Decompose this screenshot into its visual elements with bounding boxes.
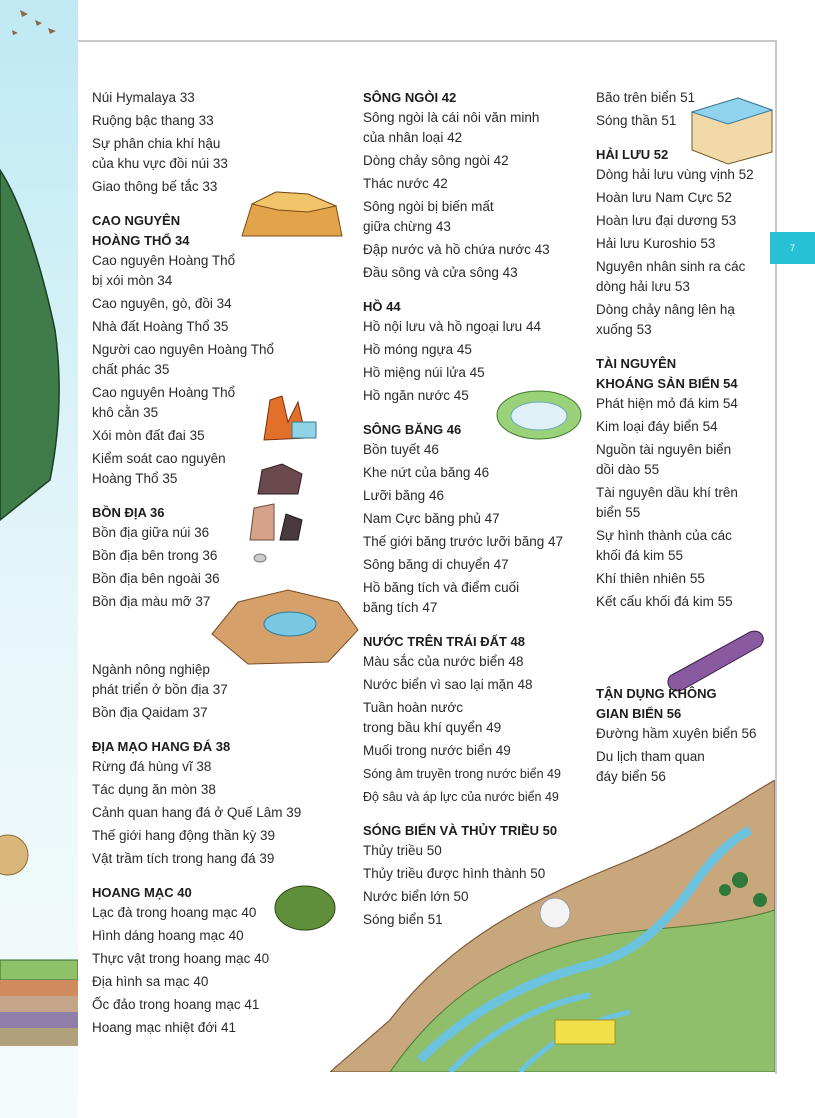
mountain-slope-illustration (0, 0, 78, 1118)
toc-entry[interactable]: Bồn địa bên trong 36 (92, 548, 218, 563)
toc-entry[interactable]: Hoang mạc nhiệt đới 41 (92, 1020, 236, 1035)
toc-entry[interactable]: Giao thông bế tắc 33 (92, 179, 218, 194)
toc-section-glaciers (363, 420, 588, 618)
toc-entry[interactable]: Vật trầm tích trong hang đá 39 (92, 851, 275, 866)
toc-entry[interactable]: Kiểm soát cao nguyên Hoàng Thổ 35 (92, 451, 226, 486)
toc-entry[interactable]: Cao nguyên Hoàng Thổ bị xói mòn 34 (92, 253, 236, 288)
toc-entry[interactable]: Sự phân chia khí hậu của khu vực đồi núi 33 (92, 136, 228, 171)
toc-section-sea-space (596, 684, 771, 787)
toc-section-waves-tides (363, 821, 588, 930)
toc-entry[interactable]: Sóng âm truyền trong nước biển 49 (363, 767, 561, 781)
toc-entry[interactable]: Hồ ngăn nước 45 (363, 388, 469, 403)
toc-entry[interactable]: Hồ băng tích và điểm cuối băng tích 47 (363, 580, 520, 615)
toc-entry[interactable]: Hình dáng hoang mạc 40 (92, 928, 244, 943)
toc-entry[interactable]: Thế giới băng trước lưỡi băng 47 (363, 534, 564, 549)
toc-section-basin (92, 503, 342, 723)
toc-entry[interactable]: Kim loại đáy biển 54 (596, 419, 718, 434)
toc-entry[interactable]: Khí thiên nhiên 55 (596, 571, 705, 586)
toc-entry[interactable]: Bồn địa bên ngoài 36 (92, 571, 220, 586)
toc-section-karst (92, 737, 342, 869)
toc-column-3 (596, 88, 771, 790)
toc-entry[interactable]: Nam Cực băng phủ 47 (363, 511, 500, 526)
toc-entry[interactable]: Cảnh quan hang đá ở Quế Lâm 39 (92, 805, 302, 820)
toc-entry[interactable]: Phát hiện mỏ đá kim 54 (596, 396, 738, 411)
section-heading[interactable]: HOANG MẠC 40 (92, 885, 192, 900)
toc-entry[interactable]: Rừng đá hùng vĩ 38 (92, 759, 212, 774)
toc-entry[interactable]: Sông ngòi bị biến mất giữa chừng 43 (363, 199, 494, 234)
section-heading[interactable]: SÔNG NGÒI 42 (363, 90, 457, 105)
toc-section-sea-storms (596, 88, 771, 131)
toc-entry[interactable]: Hồ miệng núi lửa 45 (363, 365, 485, 380)
toc-entry[interactable]: Hồ nội lưu và hồ ngoại lưu 44 (363, 319, 541, 334)
toc-section-loess-plateau (92, 211, 342, 489)
toc-entry[interactable]: Kết cấu khối đá kim 55 (596, 594, 733, 609)
toc-entry[interactable]: Sóng biển 51 (363, 912, 443, 927)
toc-entry[interactable]: Ruộng bậc thang 33 (92, 113, 214, 128)
section-heading[interactable]: CAO NGUYÊN HOÀNG THỔ 34 (92, 213, 190, 248)
section-heading[interactable]: ĐỊA MẠO HANG ĐÁ 38 (92, 739, 231, 754)
toc-entry[interactable]: Lưỡi băng 46 (363, 488, 444, 503)
section-heading[interactable]: SÔNG BĂNG 46 (363, 422, 462, 437)
toc-entry[interactable]: Thác nước 42 (363, 176, 448, 191)
toc-entry[interactable]: Nhà đất Hoàng Thổ 35 (92, 319, 229, 334)
section-heading[interactable]: HỒ 44 (363, 299, 401, 314)
toc-entry[interactable]: Bão trên biển 51 (596, 90, 696, 105)
toc-entry[interactable]: Cao nguyên Hoàng Thổ khô cằn 35 (92, 385, 236, 420)
toc-entry[interactable]: Muối trong nước biển 49 (363, 743, 511, 758)
toc-entry[interactable]: Đường hầm xuyên biển 56 (596, 726, 757, 741)
toc-section-desert (92, 883, 342, 1038)
toc-entry[interactable]: Sông băng di chuyển 47 (363, 557, 509, 572)
toc-entry[interactable]: Nước biển lớn 50 (363, 889, 469, 904)
toc-entry[interactable]: Núi Hymalaya 33 (92, 90, 195, 105)
toc-section-lakes (363, 297, 588, 406)
left-illustration-strip (0, 0, 78, 1118)
toc-entry[interactable]: Tuần hoàn nước trong bầu khí quyển 49 (363, 700, 502, 735)
toc-entry[interactable]: Hoàn lưu Nam Cực 52 (596, 190, 732, 205)
toc-entry[interactable]: Lạc đà trong hoang mạc 40 (92, 905, 257, 920)
toc-section-marine-minerals (596, 354, 771, 612)
toc-entry[interactable]: Tài nguyên dầu khí trên biển 55 (596, 485, 738, 520)
section-heading[interactable]: HẢI LƯU 52 (596, 147, 669, 162)
toc-entry[interactable]: Nguyên nhân sinh ra các dòng hải lưu 53 (596, 259, 746, 294)
toc-section-water (363, 632, 588, 807)
toc-entry[interactable]: Dòng hải lưu vùng vịnh 52 (596, 167, 754, 182)
page-number-tab: 7 (770, 232, 815, 264)
toc-column-1 (92, 88, 342, 1041)
toc-entry[interactable]: Dòng chảy sông ngòi 42 (363, 153, 509, 168)
toc-entry[interactable]: Màu sắc của nước biển 48 (363, 654, 524, 669)
toc-entry[interactable]: Tác dụng ăn mòn 38 (92, 782, 216, 797)
section-heading[interactable]: BỒN ĐỊA 36 (92, 505, 165, 520)
toc-entry[interactable]: Sóng thần 51 (596, 113, 677, 128)
toc-entry[interactable]: Đập nước và hồ chứa nước 43 (363, 242, 550, 257)
toc-entry[interactable]: Nguồn tài nguyên biển dồi dào 55 (596, 442, 732, 477)
toc-entry[interactable]: Thế giới hang động thần kỳ 39 (92, 828, 276, 843)
toc-section-ocean-currents (596, 145, 771, 340)
toc-entry[interactable]: Bồn tuyết 46 (363, 442, 439, 457)
toc-entry[interactable]: Sự hình thành của các khối đá kim 55 (596, 528, 732, 563)
toc-entry[interactable]: Dòng chảy nâng lên hạ xuống 53 (596, 302, 735, 337)
toc-entry[interactable]: Nước biển vì sao lại mặn 48 (363, 677, 533, 692)
toc-entry[interactable]: Thủy triều được hình thành 50 (363, 866, 546, 881)
toc-entry[interactable]: Người cao nguyên Hoàng Thổ chất phác 35 (92, 342, 275, 377)
toc-entry[interactable]: Địa hình sa mạc 40 (92, 974, 209, 989)
section-heading[interactable]: SÓNG BIỂN VÀ THỦY TRIỀU 50 (363, 823, 558, 838)
toc-entry[interactable]: Ốc đảo trong hoang mạc 41 (92, 997, 260, 1012)
section-heading[interactable]: NƯỚC TRÊN TRÁI ĐẤT 48 (363, 634, 525, 649)
toc-entry[interactable]: Bồn địa giữa núi 36 (92, 525, 210, 540)
toc-entry[interactable]: Hoàn lưu đại dương 53 (596, 213, 737, 228)
section-heading[interactable]: TÀI NGUYÊN KHOÁNG SẢN BIỂN 54 (596, 356, 738, 391)
toc-entry[interactable]: Cao nguyên, gò, đồi 34 (92, 296, 232, 311)
section-heading[interactable]: TẬN DỤNG KHÔNG GIAN BIỂN 56 (596, 686, 717, 721)
toc-entry[interactable]: Bồn địa Qaidam 37 (92, 705, 208, 720)
toc-entry[interactable]: Thực vật trong hoang mạc 40 (92, 951, 270, 966)
toc-entry[interactable]: Sông ngòi là cái nôi văn minh của nhân loại 42 (363, 110, 540, 145)
toc-entry[interactable]: Đầu sông và cửa sông 43 (363, 265, 518, 280)
toc-entry[interactable]: Xói mòn đất đai 35 (92, 428, 205, 443)
toc-entry[interactable]: Hải lưu Kuroshio 53 (596, 236, 716, 251)
toc-entry[interactable]: Độ sâu và áp lực của nước biển 49 (363, 790, 559, 804)
toc-entry[interactable]: Khe nứt của băng 46 (363, 465, 490, 480)
toc-entry[interactable]: Bồn địa màu mỡ 37 (92, 594, 211, 609)
toc-column-2 (363, 76, 588, 933)
toc-entry[interactable]: Hồ móng ngựa 45 (363, 342, 472, 357)
toc-entry[interactable]: Du lịch tham quan đáy biển 56 (596, 749, 705, 784)
toc-entry[interactable]: Ngành nông nghiệp phát triển ở bồn địa 37 (92, 662, 228, 697)
toc-section-mountains (92, 88, 342, 197)
toc-section-rivers (363, 88, 588, 283)
toc-entry[interactable]: Thủy triều 50 (363, 843, 442, 858)
